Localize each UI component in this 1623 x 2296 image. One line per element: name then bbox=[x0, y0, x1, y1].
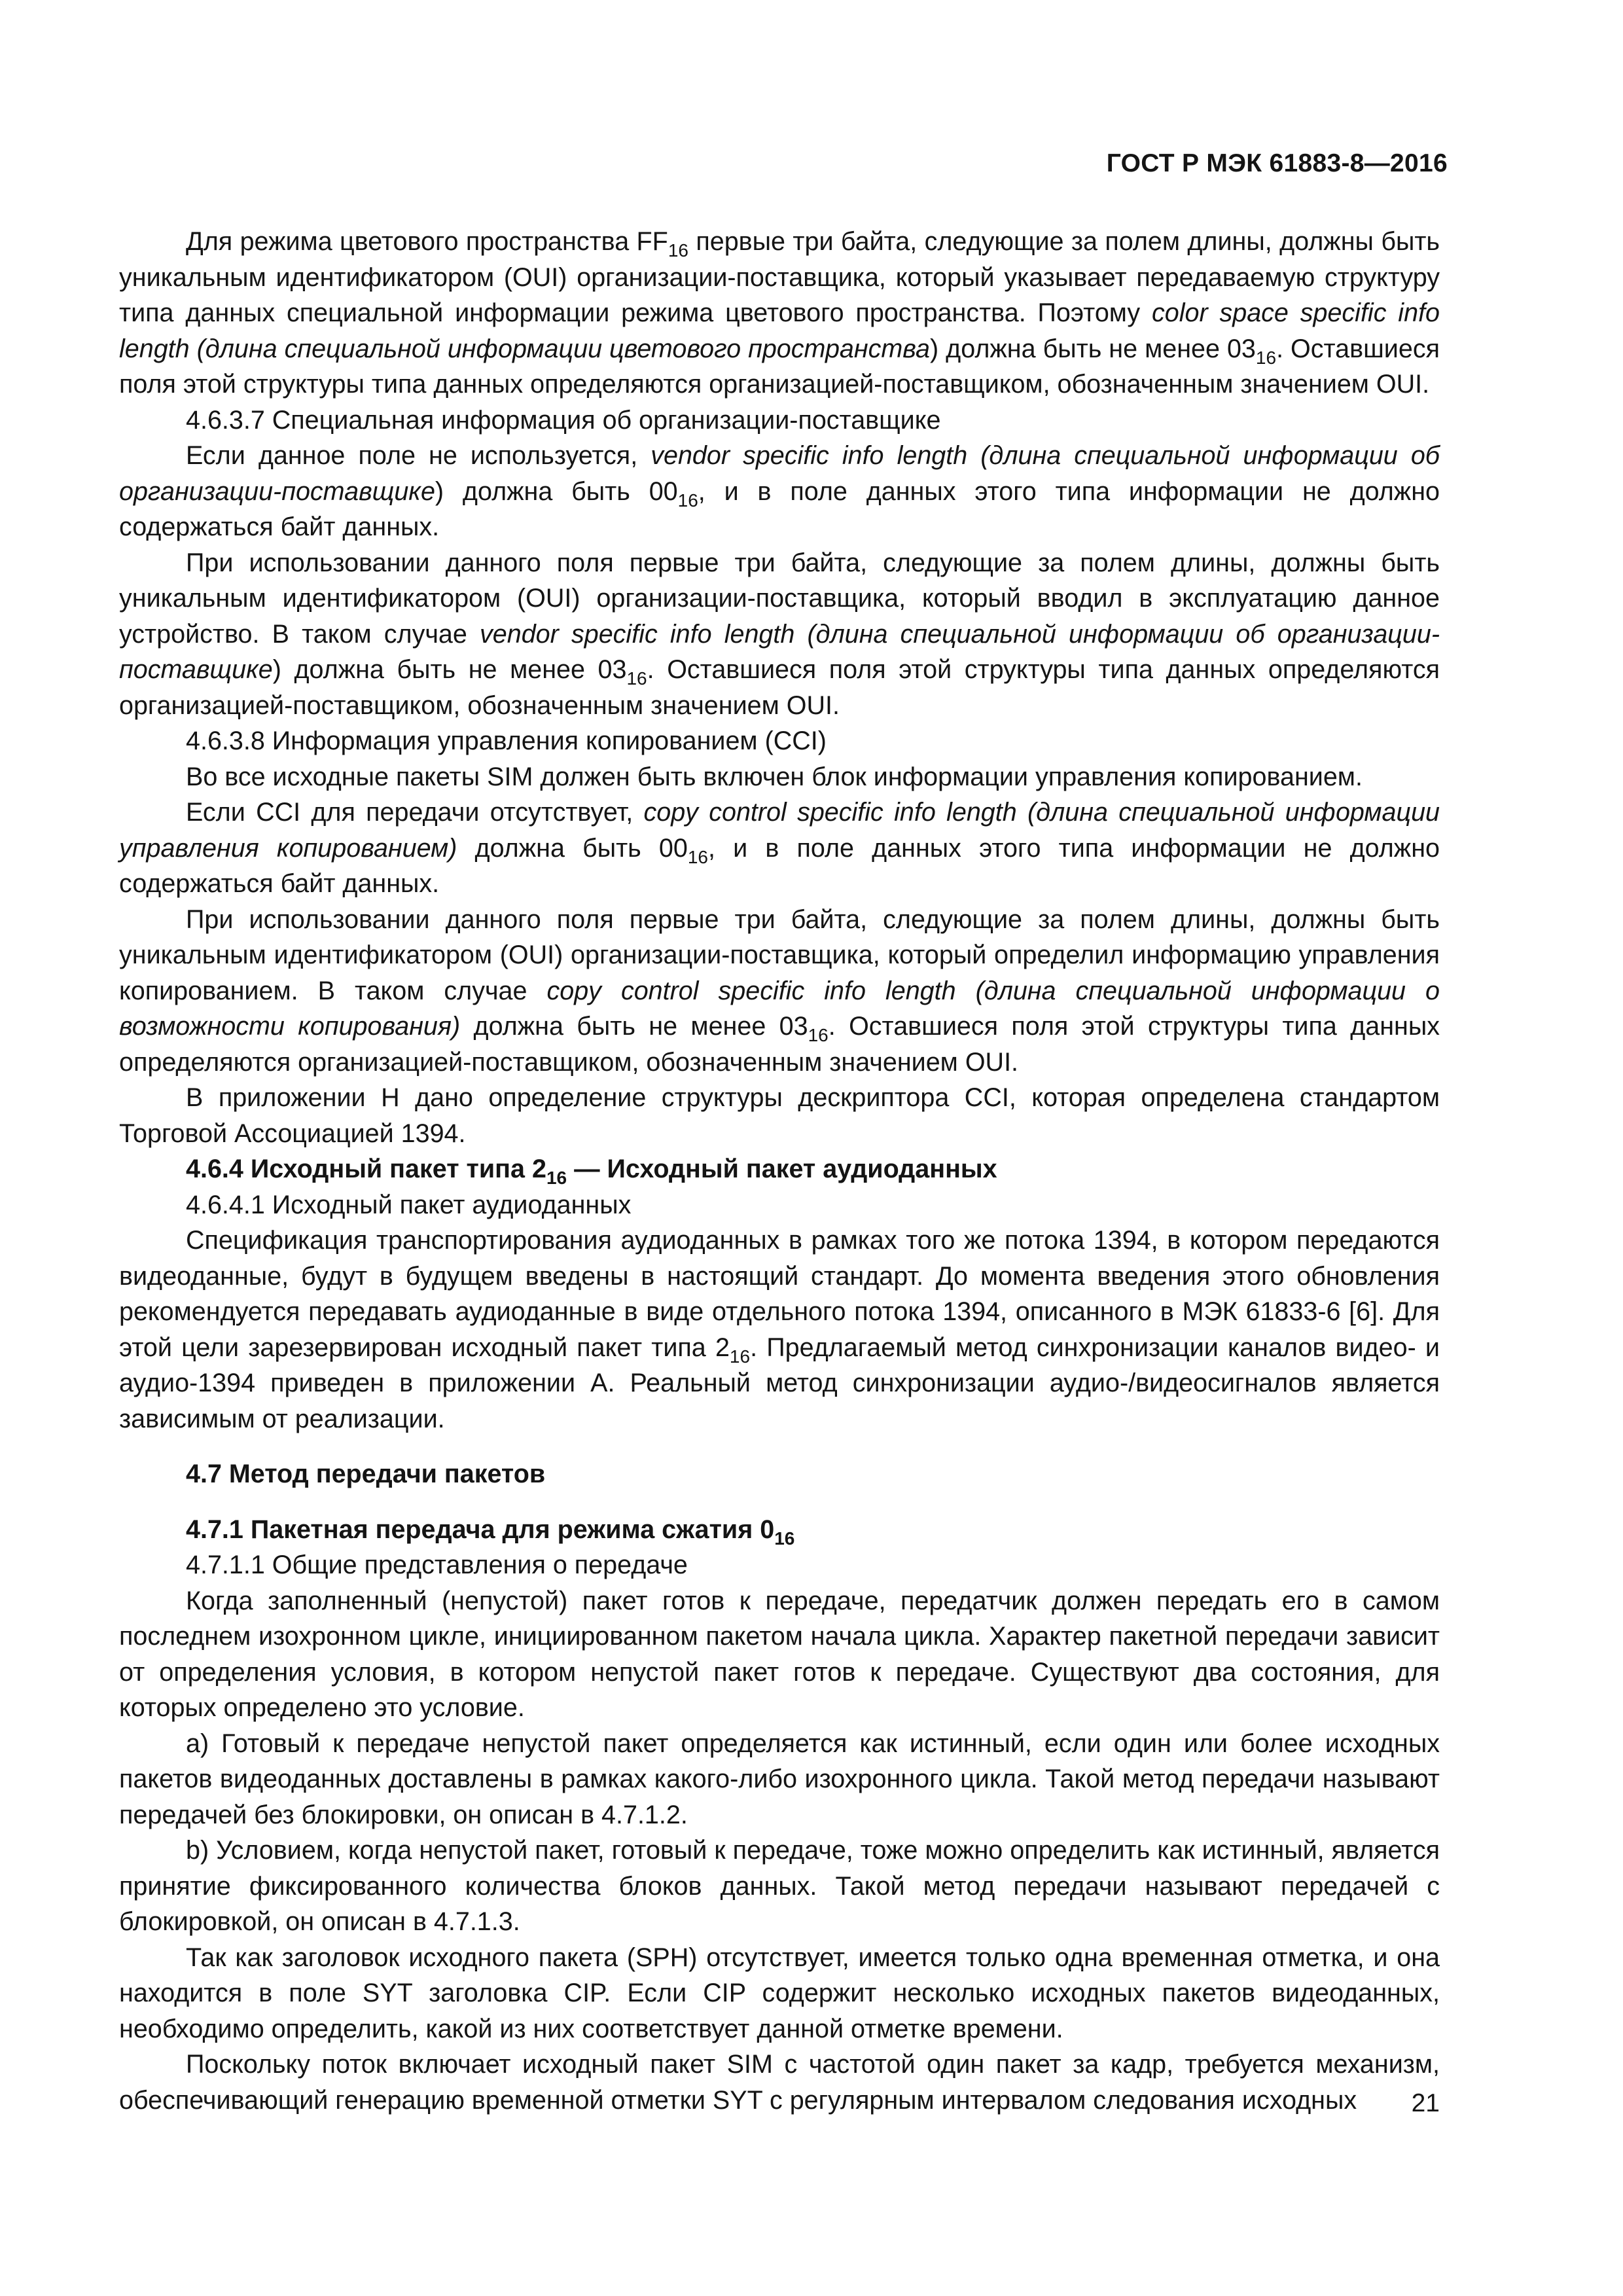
paragraph-transmission-general: Когда заполненный (непустой) пакет готов к передаче, передатчик должен передать его в самом последнем изохронном цикле, инициированном пакетом начала цикла. Характер пакетной передачи зависит от определения условия, в котором непустой пакет готов к передаче. Существуют два состояния, для которых определено это условие. bbox=[119, 1586, 1440, 1722]
heading-4-7-1-1: 4.7.1.1 Общие представления о передаче bbox=[186, 1551, 688, 1579]
list-item-a: a) Готовый к передаче непустой пакет определяется как истинный, если один или более исходных пакетов видеоданных доставлены в рамках какого-либо изохронного цикла. Такой метод передачи называют передачей без блокировки, он описан в 4.7.1.2. bbox=[119, 1729, 1440, 1829]
paragraph-vendor-used: При использовании данного поля первые три байта, следующие за полем длины, должны быть уникальным идентификатором (OUI) организации-поставщика, который вводил в эксплуатацию данное устройство. В таком случае vendor specific info length (длина специальной информации об организации-поставщике) должна быть не менее $03_{16}$. Оставшиеся поля этой структуры типа данных определяются организацией-поставщиком, обозначенным значением OUI. bbox=[119, 548, 1440, 720]
heading-4-6-3-8: 4.6.3.8 Информация управления копированием (CCI) bbox=[186, 726, 827, 755]
paragraph-cci-block: Во все исходные пакеты SIM должен быть включен блок информации управления копированием. bbox=[186, 762, 1363, 791]
paragraph-cci-used: При использовании данного поля первые три байта, следующие за полем длины, должны быть уникальным идентификатором (OUI) организации-поставщика, который определил информацию управления копированием. В таком случае copy control specific info length (длина специальной информации о возможности копирования) должна быть не менее $03_{16}$. Оставшиеся поля этой структуры типа данных определяются организацией-поставщиком, обозначенным значением OUI. bbox=[119, 905, 1440, 1077]
paragraph-audio-transport: Спецификация транспортирования аудиоданных в рамках того же потока 1394, в котором передаются видеоданные, будут в будущем введены в настоящий стандарт. До момента введения этого обновления рекомендуется передавать аудиоданные в виде отдельного потока 1394, описанного в МЭК 61833-6 [6]. Для этой цели зарезервирован исходный пакет типа $2_{16}$. Предлагаемый метод синхронизации каналов видео- и аудио-1394 приведен в приложении А. Реальный метод синхронизации аудио-/видеосигналов является зависимым от реализации. bbox=[119, 1226, 1440, 1433]
heading-4-7: 4.7 Метод передачи пакетов bbox=[186, 1460, 546, 1488]
paragraph-cci-absent: Если CCI для передачи отсутствует, copy control specific info length (длина специальной информации управления копированием) должна быть $00_{16}$, и в поле данных этого типа информации не должно содержаться байт данных. bbox=[119, 798, 1440, 898]
document-body bbox=[119, 224, 1440, 2118]
paragraph-sph-absent: Так как заголовок исходного пакета (SPH) отсутствует, имеется только одна временная отметка, и она находится в поле SYT заголовка CIP. Если CIP содержит несколько исходных пакетов видеоданных, необходимо определить, какой из них соответствует данной отметке времени. bbox=[119, 1943, 1440, 2043]
heading-4-6-4-1: 4.6.4.1 Исходный пакет аудиоданных bbox=[186, 1190, 632, 1219]
document-header: ГОСТ Р МЭК 61883-8—2016 bbox=[1106, 149, 1448, 177]
heading-4-6-3-7: 4.6.3.7 Специальная информация об организации-поставщике bbox=[186, 405, 941, 435]
heading-4-7-1: 4.7.1 Пакетная передача для режима сжатия $0_{16}$ bbox=[186, 1515, 795, 1549]
list-item-b: b) Условием, когда непустой пакет, готовый к передаче, тоже можно определить как истинный, является принятие фиксированного количества блоков данных. Такой метод передачи называют передачей с блокировкой, он описан в 4.7.1.3. bbox=[119, 1836, 1440, 1936]
page-number: 21 bbox=[1411, 2089, 1440, 2117]
paragraph-sim-stream: Поскольку поток включает исходный пакет SIM с частотой один пакет за кадр, требуется механизм, обеспечивающий генерацию временной отметки SYT с регулярным интервалом следования исходных bbox=[119, 2050, 1440, 2115]
paragraph-cci-annex: В приложении Н дано определение структуры дескриптора CCI, которая определена стандартом Торговой Ассоциацией 1394. bbox=[119, 1083, 1440, 1148]
heading-4-6-4: 4.6.4 Исходный пакет типа $2_{16}$ — Исходный пакет аудиоданных bbox=[186, 1155, 997, 1188]
paragraph-color-space: Для режима цветового пространства $FF_{16}$ первые три байта, следующие за полем длины, должны быть уникальным идентификатором (OUI) организации-поставщика, который указывает передаваемую структуру типа данных специальной информации режима цветового пространства. Поэтому color space specific info length (длина специальной информации цветового пространства) должна быть не менее $03_{16}$. Оставшиеся поля этой структуры типа данных определяются организацией-поставщиком, обозначенным значением OUI. bbox=[119, 227, 1440, 399]
paragraph-vendor-unused: Если данное поле не используется, vendor specific info length (длина специальной информации об организации-поставщике) должна быть $00_{16}$, и в поле данных этого типа информации не должно содержаться байт данных. bbox=[119, 441, 1440, 541]
